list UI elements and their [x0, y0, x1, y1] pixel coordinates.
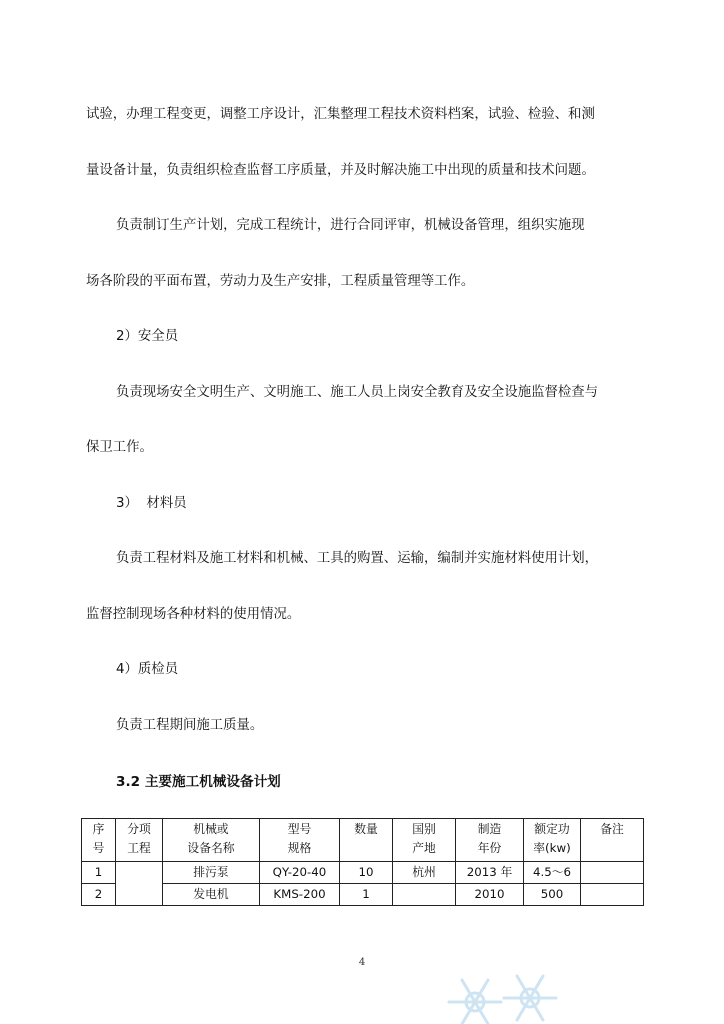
- table-cell: [581, 884, 644, 906]
- paragraph-line: 负责现场安全文明生产、文明施工、施工人员上岗安全教育及安全设施监督检查与: [116, 385, 599, 400]
- subheading-material-officer: 3） 材料员: [116, 496, 187, 511]
- paragraph-line: 场各阶段的平面布置，劳动力及生产安排，工程质量管理等工作。: [86, 274, 475, 289]
- paragraph-line: 量设备计量，负责组织检查监督工序质量，并及时解决施工中出现的质量和技术问题。: [86, 163, 595, 178]
- header-cell-rated-power: 额定功 率(kw): [524, 819, 581, 862]
- subheading-quality-inspector: 4）质检员: [116, 662, 179, 677]
- table-header-row: [82, 819, 644, 862]
- header-cell-model: 型号 规格: [260, 819, 340, 862]
- paragraph-line: 试验，办理工程变更，调整工序设计，汇集整理工程技术资料档案，试验、检验、和测: [86, 107, 595, 122]
- table-cell: 1: [340, 884, 393, 906]
- header-cell-origin: 国别 产地: [393, 819, 456, 862]
- table-cell: 1: [82, 862, 116, 884]
- table-cell: 2013 年: [456, 862, 524, 884]
- header-cell-equipment-name: 机械或 设备名称: [163, 819, 260, 862]
- table-cell: 排污泵: [163, 862, 260, 884]
- paragraph-line: 负责工程期间施工质量。: [116, 718, 264, 733]
- subheading-safety-officer: 2）安全员: [116, 329, 179, 344]
- table-cell: 杭州: [393, 862, 456, 884]
- snowflake-watermark-icon: [442, 972, 562, 1024]
- paragraph-line: 负责工程材料及施工材料和机械、工具的购置、运输，编制并实施材料使用计划，: [116, 551, 599, 566]
- table-cell: 4.5～6: [524, 862, 581, 884]
- paragraph-line: 保卫工作。: [86, 440, 153, 455]
- header-cell-remarks: 备注: [581, 819, 644, 862]
- table-cell: [581, 862, 644, 884]
- paragraph-line: 监督控制现场各种材料的使用情况。: [86, 607, 301, 622]
- header-cell-index: 序 号: [82, 819, 116, 862]
- table-row: [82, 884, 644, 906]
- header-cell-sub-project: 分项 工程: [116, 819, 163, 862]
- table-row: [82, 862, 644, 884]
- equipment-table: [81, 818, 644, 906]
- section-heading: 3.2 主要施工机械设备计划: [116, 774, 281, 790]
- paragraph-line: 负责制订生产计划，完成工程统计，进行合同评审，机械设备管理，组织实施现: [116, 218, 585, 233]
- page-number: 4: [358, 957, 366, 968]
- table-cell: 发电机: [163, 884, 260, 906]
- table-cell: 500: [524, 884, 581, 906]
- table-cell: [393, 884, 456, 906]
- table-cell: KMS-200: [260, 884, 340, 906]
- table-cell: 10: [340, 862, 393, 884]
- table-cell: 2: [82, 884, 116, 906]
- table-cell-merged: [116, 862, 163, 906]
- header-cell-year: 制造 年份: [456, 819, 524, 862]
- table-cell: QY-20-40: [260, 862, 340, 884]
- header-cell-quantity: 数量: [340, 819, 393, 862]
- table-cell: 2010: [456, 884, 524, 906]
